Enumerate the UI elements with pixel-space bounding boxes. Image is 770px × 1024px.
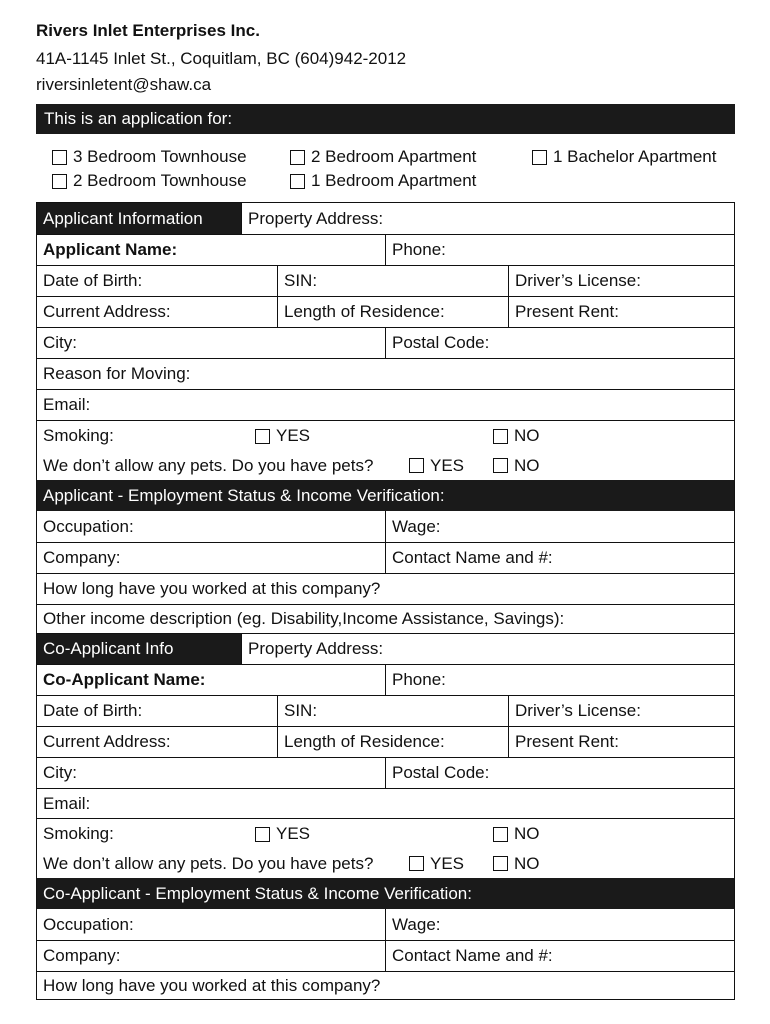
option-label: 2 Bedroom Apartment — [311, 147, 477, 166]
option-3br-townhouse[interactable] — [52, 147, 247, 167]
applicant-other-income-field[interactable]: Other income description (eg. Disability,Income Assistance, Savings): — [43, 609, 565, 628]
applicant-email-row — [37, 389, 734, 420]
applicant-company-row — [37, 542, 734, 573]
checkbox[interactable] — [290, 150, 305, 165]
coapplicant-pets-row — [37, 849, 734, 878]
applicant-email-field[interactable]: Email: — [43, 395, 91, 414]
applicant-license-field[interactable]: Driver’s License: — [508, 266, 734, 296]
applicant-other-income-row — [37, 604, 734, 633]
coapplicant-dob-row — [37, 695, 734, 726]
application-for-heading: This is an application for: — [36, 104, 735, 134]
coapplicant-smoking-row — [37, 818, 734, 849]
coapplicant-length-residence-field[interactable]: Length of Residence: — [277, 727, 508, 757]
coapplicant-phone-field[interactable]: Phone: — [385, 665, 734, 695]
coapplicant-name-field[interactable]: Co-Applicant Name: — [43, 670, 206, 689]
applicant-contact-field[interactable]: Contact Name and #: — [385, 543, 734, 573]
application-form — [36, 202, 735, 1000]
company-address: 41A-1145 Inlet St., Coquitlam, BC (604)942-2012 — [36, 49, 407, 68]
applicant-name-row — [37, 234, 734, 265]
yes-label: YES — [276, 824, 311, 843]
coapplicant-license-field[interactable]: Driver’s License: — [508, 696, 734, 726]
applicant-dob-field[interactable]: Date of Birth: — [43, 271, 143, 290]
applicant-present-rent-field[interactable]: Present Rent: — [508, 297, 734, 327]
coapplicant-sin-field[interactable]: SIN: — [277, 696, 508, 726]
coapplicant-smoking-label: Smoking: — [43, 824, 114, 843]
checkbox[interactable] — [255, 827, 270, 842]
checkbox[interactable] — [409, 458, 424, 473]
coapplicant-dob-field[interactable]: Date of Birth: — [43, 701, 143, 720]
applicant-city-field[interactable]: City: — [43, 333, 77, 352]
applicant-employment-title: Applicant - Employment Status & Income Verification: — [43, 485, 445, 505]
applicant-occupation-field[interactable]: Occupation: — [43, 516, 134, 536]
coapplicant-pets-no[interactable] — [487, 849, 567, 878]
option-label: 2 Bedroom Townhouse — [73, 171, 247, 190]
coapplicant-section-title: Co-Applicant Info — [37, 634, 241, 664]
applicant-length-residence-field[interactable]: Length of Residence: — [277, 297, 508, 327]
option-label: 1 Bedroom Apartment — [311, 171, 477, 190]
checkbox[interactable] — [493, 458, 508, 473]
coapplicant-smoking-yes[interactable] — [249, 819, 369, 849]
applicant-pets-no[interactable] — [487, 451, 567, 480]
checkbox[interactable] — [290, 174, 305, 189]
applicant-wage-field[interactable]: Wage: — [385, 511, 734, 542]
applicant-occupation-row — [37, 511, 734, 542]
applicant-pets-label: We don’t allow any pets. Do you have pets? — [43, 455, 374, 475]
applicant-employment-section-row — [37, 480, 734, 511]
coapplicant-occupation-row — [37, 909, 734, 940]
applicant-smoking-label: Smoking: — [43, 426, 114, 445]
coapplicant-howlong-field[interactable]: How long have you worked at this company? — [43, 975, 381, 995]
checkbox[interactable] — [409, 856, 424, 871]
coapplicant-current-address-field[interactable]: Current Address: — [43, 732, 171, 751]
coapplicant-occupation-field[interactable]: Occupation: — [43, 914, 134, 934]
option-bachelor-apartment[interactable] — [532, 147, 716, 167]
coapplicant-wage-field[interactable]: Wage: — [385, 909, 734, 940]
applicant-phone-field[interactable]: Phone: — [385, 235, 734, 265]
option-2br-apartment[interactable] — [290, 147, 476, 167]
applicant-postal-field[interactable]: Postal Code: — [385, 328, 734, 358]
coapplicant-email-field[interactable]: Email: — [43, 793, 91, 813]
company-email: riversinletent@shaw.ca — [36, 75, 212, 94]
applicant-reason-row — [37, 358, 734, 389]
yes-label: YES — [430, 455, 465, 475]
applicant-current-address-field[interactable]: Current Address: — [43, 302, 171, 321]
coapplicant-present-rent-field[interactable]: Present Rent: — [508, 727, 734, 757]
coapplicant-city-field[interactable]: City: — [43, 763, 77, 782]
option-1br-apartment[interactable] — [290, 171, 476, 191]
coapplicant-company-field[interactable]: Company: — [43, 946, 121, 965]
applicant-pets-row — [37, 451, 734, 480]
applicant-howlong-field[interactable]: How long have you worked at this company? — [43, 579, 381, 598]
no-label: NO — [514, 824, 540, 843]
coapplicant-employment-section-row — [37, 878, 734, 909]
coapplicant-company-row — [37, 940, 734, 971]
applicant-section-row — [37, 203, 734, 234]
applicant-reason-field[interactable]: Reason for Moving: — [43, 364, 191, 383]
coapplicant-pets-yes[interactable] — [403, 849, 483, 878]
applicant-address-row — [37, 296, 734, 327]
coapplicant-section-row — [37, 633, 734, 664]
applicant-dob-row — [37, 265, 734, 296]
applicant-city-row — [37, 327, 734, 358]
option-label: 1 Bachelor Apartment — [553, 147, 717, 166]
applicant-property-address[interactable]: Property Address: — [241, 203, 734, 234]
option-2br-townhouse[interactable] — [52, 171, 247, 191]
coapplicant-name-row — [37, 664, 734, 695]
checkbox[interactable] — [493, 429, 508, 444]
applicant-smoking-yes[interactable] — [249, 421, 369, 451]
applicant-company-field[interactable]: Company: — [43, 548, 121, 567]
coapplicant-pets-label: We don’t allow any pets. Do you have pets? — [43, 853, 374, 873]
option-label: 3 Bedroom Townhouse — [73, 147, 247, 166]
yes-label: YES — [276, 426, 311, 445]
applicant-section-title: Applicant Information — [37, 203, 241, 234]
no-label: NO — [514, 455, 540, 475]
checkbox[interactable] — [493, 856, 508, 871]
coapplicant-employment-title: Co-Applicant - Employment Status & Income Verification: — [43, 883, 472, 903]
applicant-howlong-row — [37, 573, 734, 604]
checkbox[interactable] — [493, 827, 508, 842]
coapplicant-email-row — [37, 788, 734, 818]
no-label: NO — [514, 853, 540, 873]
coapplicant-smoking-no[interactable] — [487, 819, 607, 849]
applicant-pets-yes[interactable] — [403, 451, 483, 480]
coapplicant-city-row — [37, 757, 734, 788]
applicant-name-field[interactable]: Applicant Name: — [43, 240, 178, 259]
checkbox[interactable] — [52, 150, 67, 165]
checkbox[interactable] — [52, 174, 67, 189]
applicant-smoking-row — [37, 420, 734, 451]
coapplicant-address-row — [37, 726, 734, 757]
checkbox[interactable] — [255, 429, 270, 444]
no-label: NO — [514, 426, 540, 445]
yes-label: YES — [430, 853, 465, 873]
applicant-smoking-no[interactable] — [487, 421, 607, 451]
company-name: Rivers Inlet Enterprises Inc. — [36, 21, 260, 40]
coapplicant-howlong-row — [37, 971, 734, 999]
coapplicant-property-address[interactable]: Property Address: — [241, 634, 734, 664]
applicant-sin-field[interactable]: SIN: — [277, 266, 508, 296]
checkbox[interactable] — [532, 150, 547, 165]
coapplicant-postal-field[interactable]: Postal Code: — [385, 758, 734, 788]
coapplicant-contact-field[interactable]: Contact Name and #: — [385, 941, 734, 971]
